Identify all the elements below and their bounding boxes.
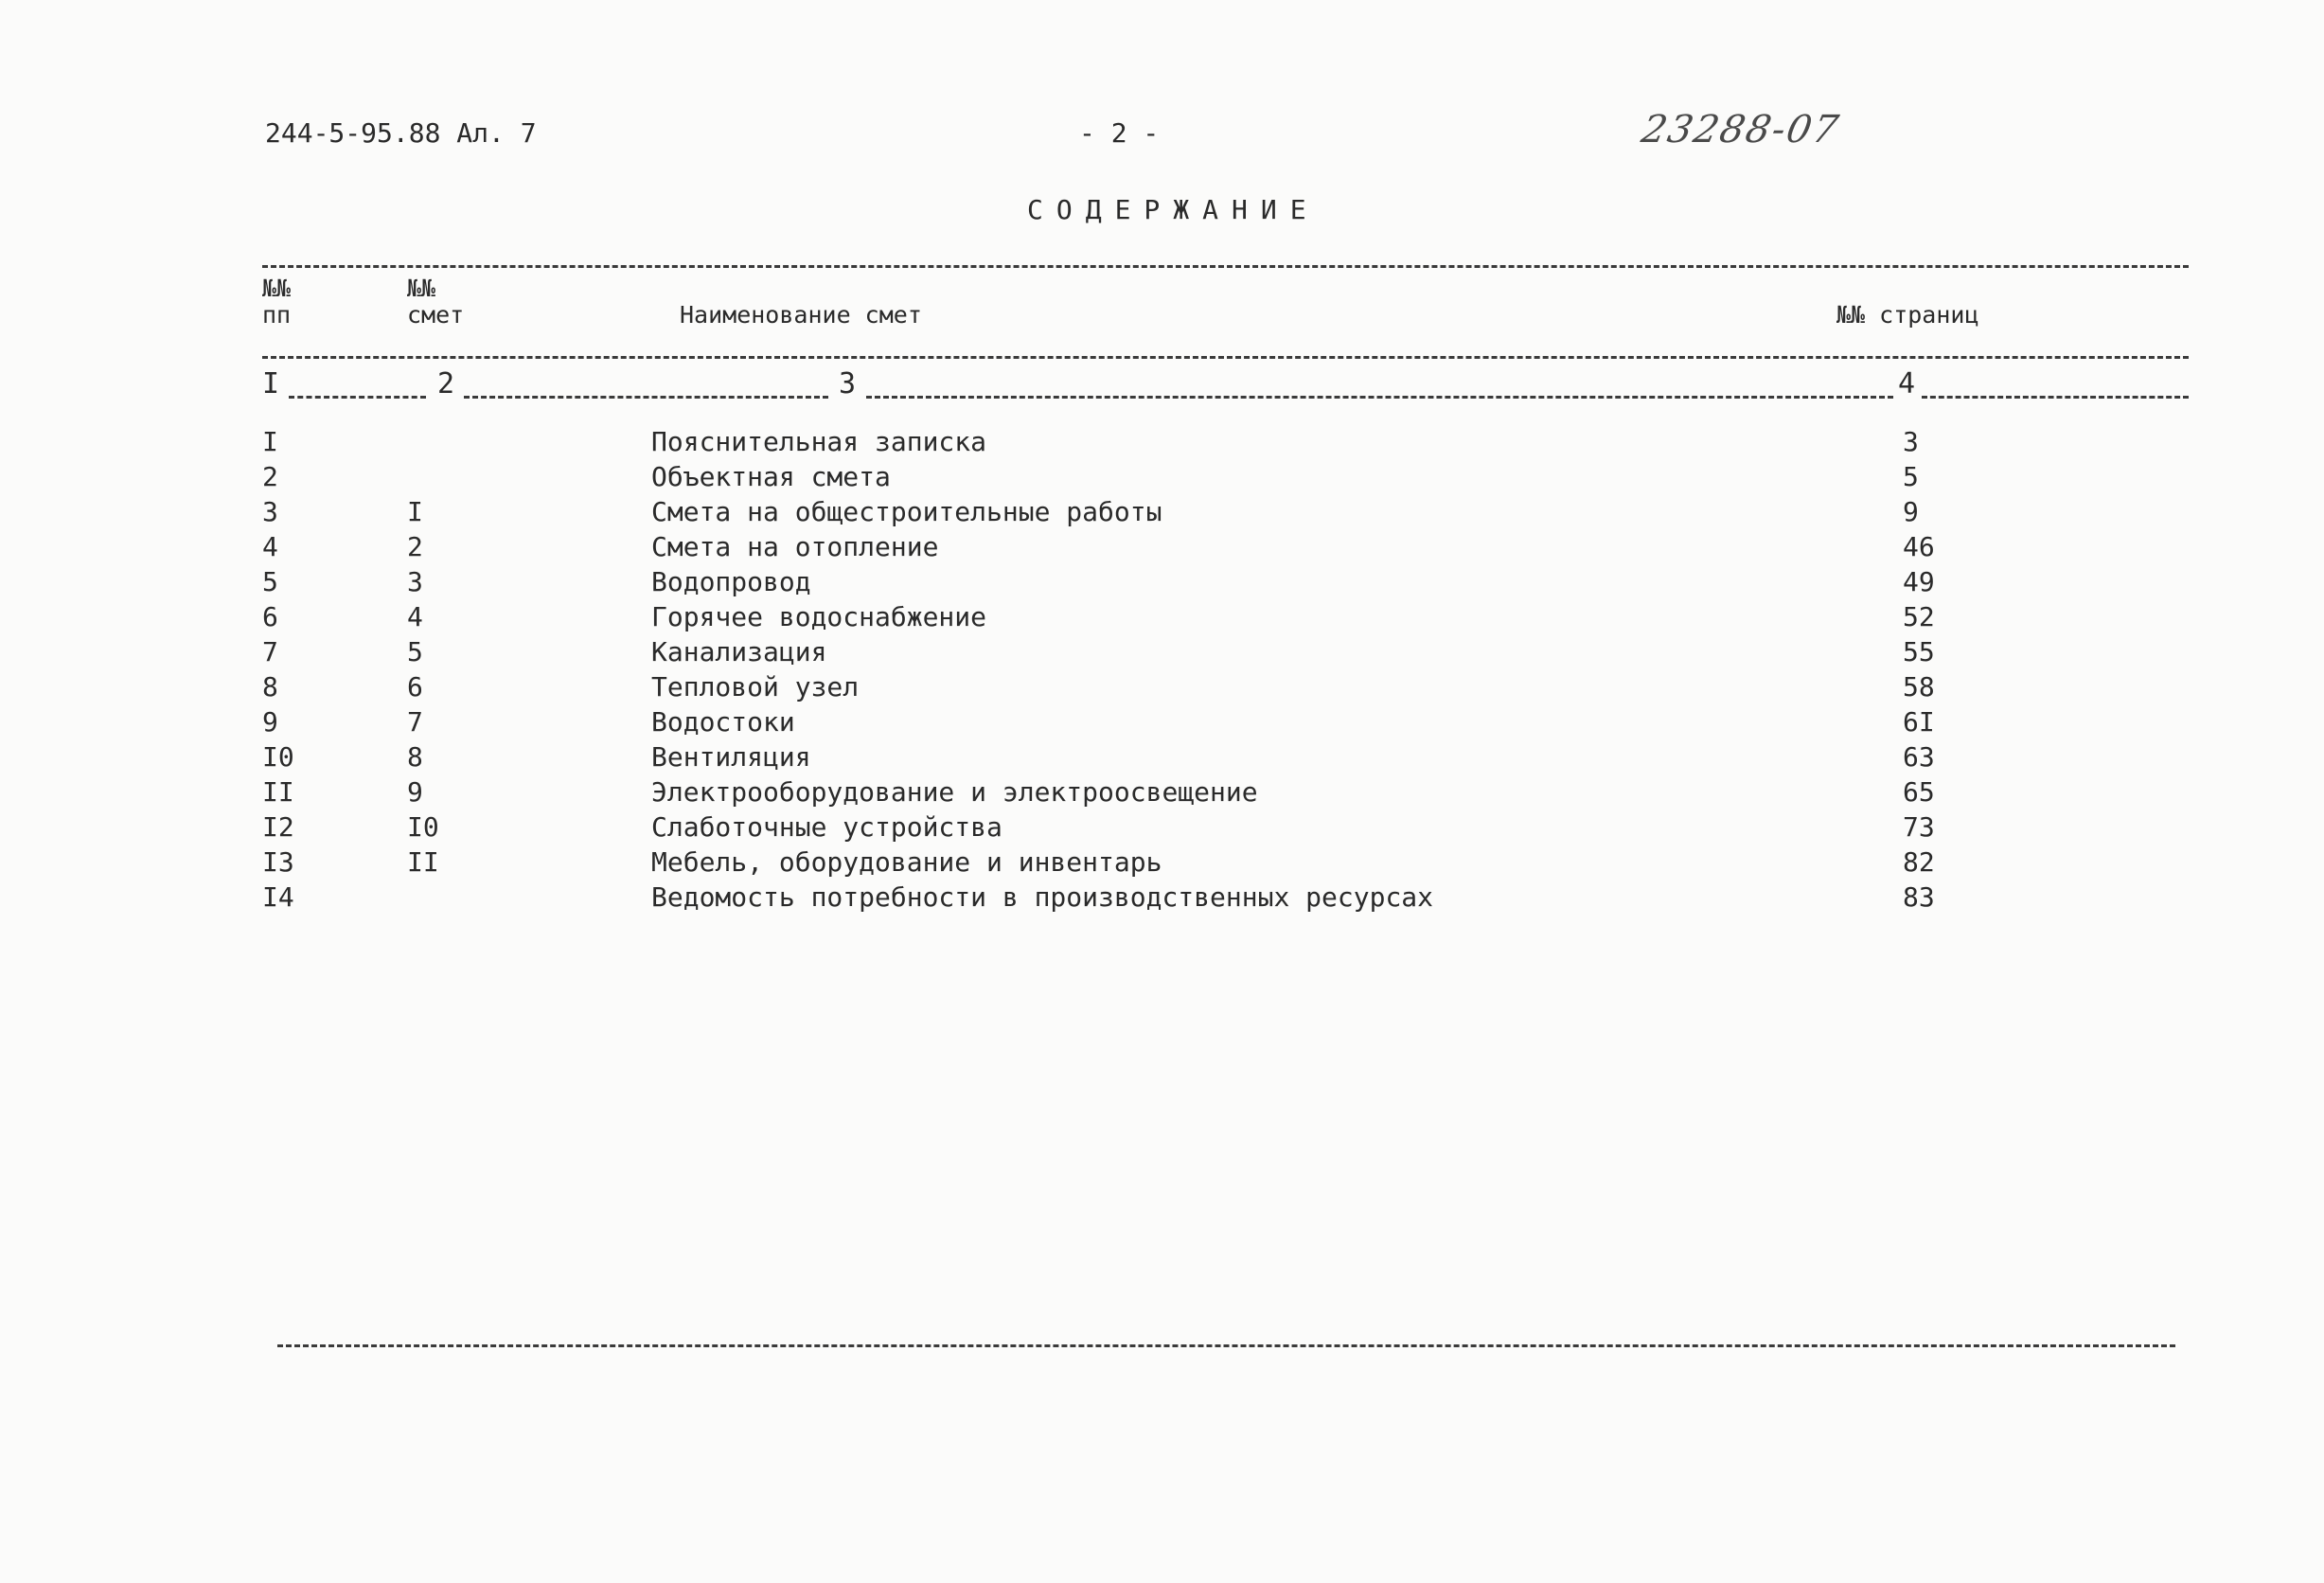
- page-number-cell: 5: [1903, 461, 1919, 492]
- page-number-cell: 82: [1903, 846, 1935, 878]
- estimate-number: 6: [407, 671, 423, 703]
- table-row: [0, 566, 2324, 601]
- table-row: [0, 881, 2324, 916]
- page-number-cell: 63: [1903, 741, 1935, 773]
- document-title: СОДЕРЖАНИЕ: [1027, 194, 1320, 225]
- estimate-name: Тепловой узел: [651, 671, 860, 703]
- estimate-number: 2: [407, 531, 423, 562]
- table-row: [0, 496, 2324, 531]
- estimate-name: Смета на общестроительные работы: [651, 496, 1162, 527]
- table-row: [0, 601, 2324, 636]
- page-number-cell: 55: [1903, 636, 1935, 667]
- page-number-cell: 9: [1903, 496, 1919, 527]
- estimate-number: 8: [407, 741, 423, 773]
- estimate-name: Водостоки: [651, 706, 795, 738]
- estimate-name: Горячее водоснабжение: [651, 601, 987, 632]
- page-number-cell: 58: [1903, 671, 1935, 703]
- estimate-name: Водопровод: [651, 566, 811, 597]
- header-col4: №№ страниц: [1836, 301, 1979, 329]
- row-number: II: [262, 776, 294, 808]
- page-number-cell: 46: [1903, 531, 1935, 562]
- page-number: - 2 -: [1079, 117, 1160, 149]
- estimate-name: Смета на отопление: [651, 531, 939, 562]
- estimate-number: I: [407, 496, 423, 527]
- table-row: [0, 741, 2324, 776]
- row-number: I3: [262, 846, 294, 878]
- handwritten-reference-number: 23288-07: [1638, 108, 1844, 151]
- table-row: [0, 846, 2324, 881]
- row-number: 9: [262, 706, 278, 738]
- column-number-2: 2: [437, 367, 455, 400]
- row-number: I: [262, 426, 278, 457]
- column-number-rule: [1922, 396, 2189, 399]
- page-number-cell: 49: [1903, 566, 1935, 597]
- table-row: [0, 636, 2324, 671]
- estimate-name: Пояснительная записка: [651, 426, 987, 457]
- column-number-rule: [464, 396, 828, 399]
- row-number: 8: [262, 671, 278, 703]
- page-number-cell: 83: [1903, 881, 1935, 913]
- header-col2-line2: смет: [407, 301, 465, 329]
- row-number: I4: [262, 881, 294, 913]
- row-number: I0: [262, 741, 294, 773]
- row-number: 7: [262, 636, 278, 667]
- column-number-rule: [289, 396, 426, 399]
- column-number-rule: [866, 396, 1893, 399]
- page-number-cell: 52: [1903, 601, 1935, 632]
- header-col3: Наименование смет: [680, 301, 922, 329]
- estimate-name: Мебель, оборудование и инвентарь: [651, 846, 1162, 878]
- table-row: [0, 531, 2324, 566]
- table-row: [0, 426, 2324, 461]
- estimate-number: I0: [407, 811, 439, 843]
- estimate-number: II: [407, 846, 439, 878]
- page-number-cell: 65: [1903, 776, 1935, 808]
- row-number: 2: [262, 461, 278, 492]
- estimate-name: Объектная смета: [651, 461, 891, 492]
- column-number-3: 3: [839, 367, 857, 400]
- row-number: 4: [262, 531, 278, 562]
- document-code: 244-5-95.88 Ал. 7: [265, 117, 537, 149]
- page-number-cell: 6I: [1903, 706, 1935, 738]
- row-number: 3: [262, 496, 278, 527]
- column-number-1: I: [262, 367, 280, 400]
- table-row: [0, 776, 2324, 811]
- estimate-number: 4: [407, 601, 423, 632]
- estimate-name: Ведомость потребности в производственных ресурсах: [651, 881, 1434, 913]
- estimate-name: Электрооборудование и электроосвещение: [651, 776, 1258, 808]
- page-number-cell: 73: [1903, 811, 1935, 843]
- row-number: I2: [262, 811, 294, 843]
- row-number: 6: [262, 601, 278, 632]
- row-number: 5: [262, 566, 278, 597]
- estimate-number: 5: [407, 636, 423, 667]
- column-number-4: 4: [1898, 367, 1916, 400]
- header-col2-line1: №№: [407, 275, 436, 302]
- page-number-cell: 3: [1903, 426, 1919, 457]
- estimate-name: Вентиляция: [651, 741, 811, 773]
- table-top-rule: [262, 265, 2189, 268]
- table-row: [0, 811, 2324, 846]
- estimate-name: Слаботочные устройства: [651, 811, 1002, 843]
- table-row: [0, 671, 2324, 706]
- table-row: [0, 706, 2324, 741]
- page-bottom-rule: [277, 1344, 2175, 1347]
- table-row: [0, 461, 2324, 496]
- header-col1-line1: №№: [262, 275, 292, 302]
- estimate-number: 3: [407, 566, 423, 597]
- estimate-name: Канализация: [651, 636, 827, 667]
- estimate-number: 9: [407, 776, 423, 808]
- header-col1-line2: пп: [262, 301, 292, 329]
- header-bottom-rule: [262, 356, 2189, 359]
- estimate-number: 7: [407, 706, 423, 738]
